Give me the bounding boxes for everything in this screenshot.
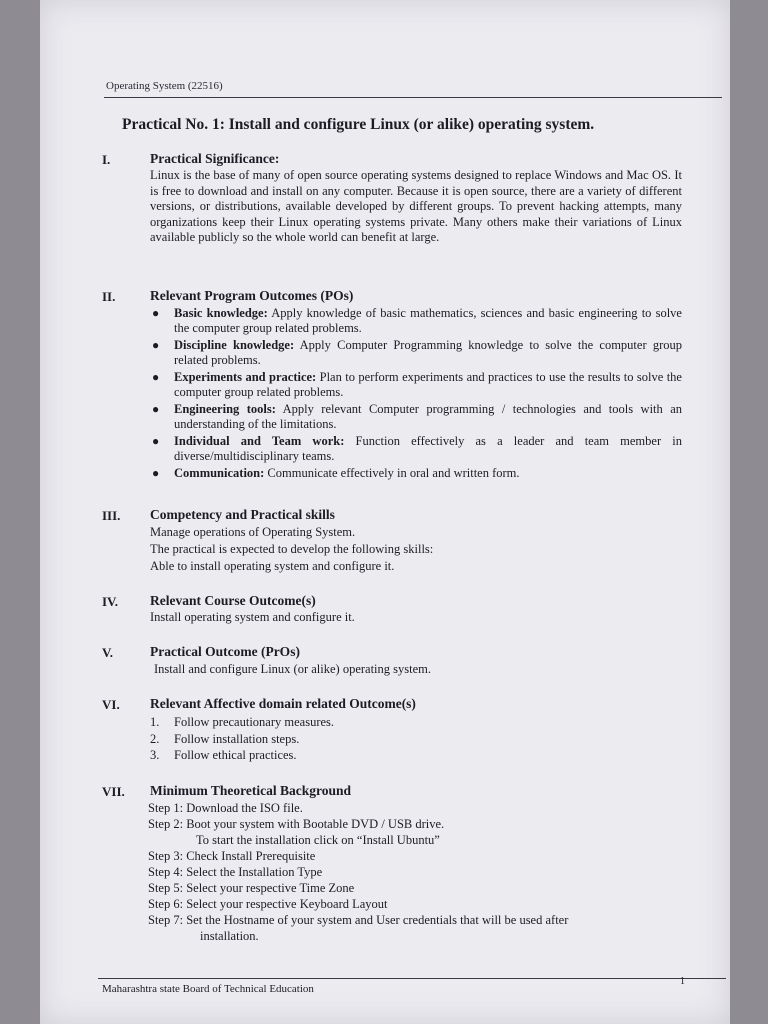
bullet-icon: ● <box>152 434 160 448</box>
section-1-heading: Practical Significance: <box>150 151 280 166</box>
step-item: Step 2: Boot your system with Bootable DVD / USB drive. <box>148 817 445 831</box>
list-item: ● Individual and Team work: Function effectively as a leader and team member in diverse/multidisciplinary teams. <box>152 434 683 463</box>
installation-steps <box>148 800 688 944</box>
list-item: 3. Follow ethical practices. <box>150 748 297 762</box>
list-item: ● Basic knowledge: Apply knowledge of basic mathematics, sciences and basic engineering to solve the computer group related problems. <box>152 306 682 335</box>
section-1-text: Linux is the base of many of open source operating systems designed to replace Windows and Mac OS. It is free to download and install on any computer. Because it is open source, there are a variety of different versions, or distributions, available developed by different groups. To prevent hacking attempts, many organizations keep their Linux operating systems private. Many others make their variations of Linux available publicly so the whole world can benefit at large. <box>150 168 682 244</box>
bullet-icon: ● <box>152 370 160 384</box>
step-item: Step 7: Set the Hostname of your system and User credentials that will be used after <box>148 913 569 927</box>
section-6-heading: Relevant Affective domain related Outcome(s) <box>150 696 416 711</box>
section-3-line-3: Able to install operating system and configure it. <box>150 559 395 573</box>
list-item: ● Experiments and practice: Plan to perform experiments and practices to use the results to solve the computer group related problems. <box>152 370 682 399</box>
section-3-heading: Competency and Practical skills <box>150 507 335 522</box>
list-item: ● Communication: Communicate effectively in oral and written form. <box>152 466 520 480</box>
running-header: Operating System (22516) <box>106 80 223 92</box>
section-5-line: Install and configure Linux (or alike) operating system. <box>154 662 432 676</box>
bullet-icon: ● <box>152 338 160 352</box>
step-item: Step 4: Select the Installation Type <box>148 865 323 879</box>
section-7-number: VII. <box>102 784 125 799</box>
step-item: Step 3: Check Install Prerequisite <box>148 849 316 863</box>
section-7-heading: Minimum Theoretical Background <box>150 783 352 798</box>
page-number: 1 <box>680 976 685 987</box>
list-item: ● Engineering tools: Apply relevant Computer programming / technologies and tools with an understanding of the limitations. <box>152 402 682 431</box>
section-4-number: IV. <box>102 594 119 609</box>
section-6-number: VI. <box>102 697 120 712</box>
section-5-heading: Practical Outcome (PrOs) <box>150 644 300 659</box>
step-item: To start the installation click on “Install Ubuntu” <box>196 833 440 847</box>
program-outcomes-list <box>150 306 682 483</box>
bullet-icon: ● <box>152 306 160 320</box>
section-3-line-2: The practical is expected to develop the following skills: <box>150 542 434 556</box>
footer-rule <box>98 978 726 979</box>
section-3-number: III. <box>102 508 121 523</box>
section-4-line: Install operating system and configure it. <box>150 610 355 624</box>
list-item: 1. Follow precautionary measures. <box>150 715 335 729</box>
document-page <box>40 0 730 1024</box>
section-4-heading: Relevant Course Outcome(s) <box>150 593 316 608</box>
footer-text: Maharashtra state Board of Technical Education <box>102 983 314 995</box>
bullet-icon: ● <box>152 402 160 416</box>
section-2-number: II. <box>102 289 116 304</box>
section-1-number: I. <box>102 152 111 167</box>
section-2-heading: Relevant Program Outcomes (POs) <box>150 288 354 303</box>
header-rule <box>104 97 722 98</box>
step-item: Step 5: Select your respective Time Zone <box>148 881 355 895</box>
list-item: 2. Follow installation steps. <box>150 731 300 746</box>
section-5-number: V. <box>102 645 113 660</box>
bullet-icon: ● <box>152 466 160 480</box>
list-item: ● Discipline knowledge: Apply Computer Programming knowledge to solve the computer group related problems. <box>152 338 682 367</box>
section-3-line-1: Manage operations of Operating System. <box>150 525 356 539</box>
step-item: Step 1: Download the ISO file. <box>148 801 303 815</box>
practical-title: Practical No. 1: Install and configure Linux (or alike) operating system. <box>122 116 595 133</box>
step-item: Step 6: Select your respective Keyboard Layout <box>148 897 388 911</box>
affective-outcomes-list <box>150 714 334 764</box>
step-item: installation. <box>200 929 259 943</box>
